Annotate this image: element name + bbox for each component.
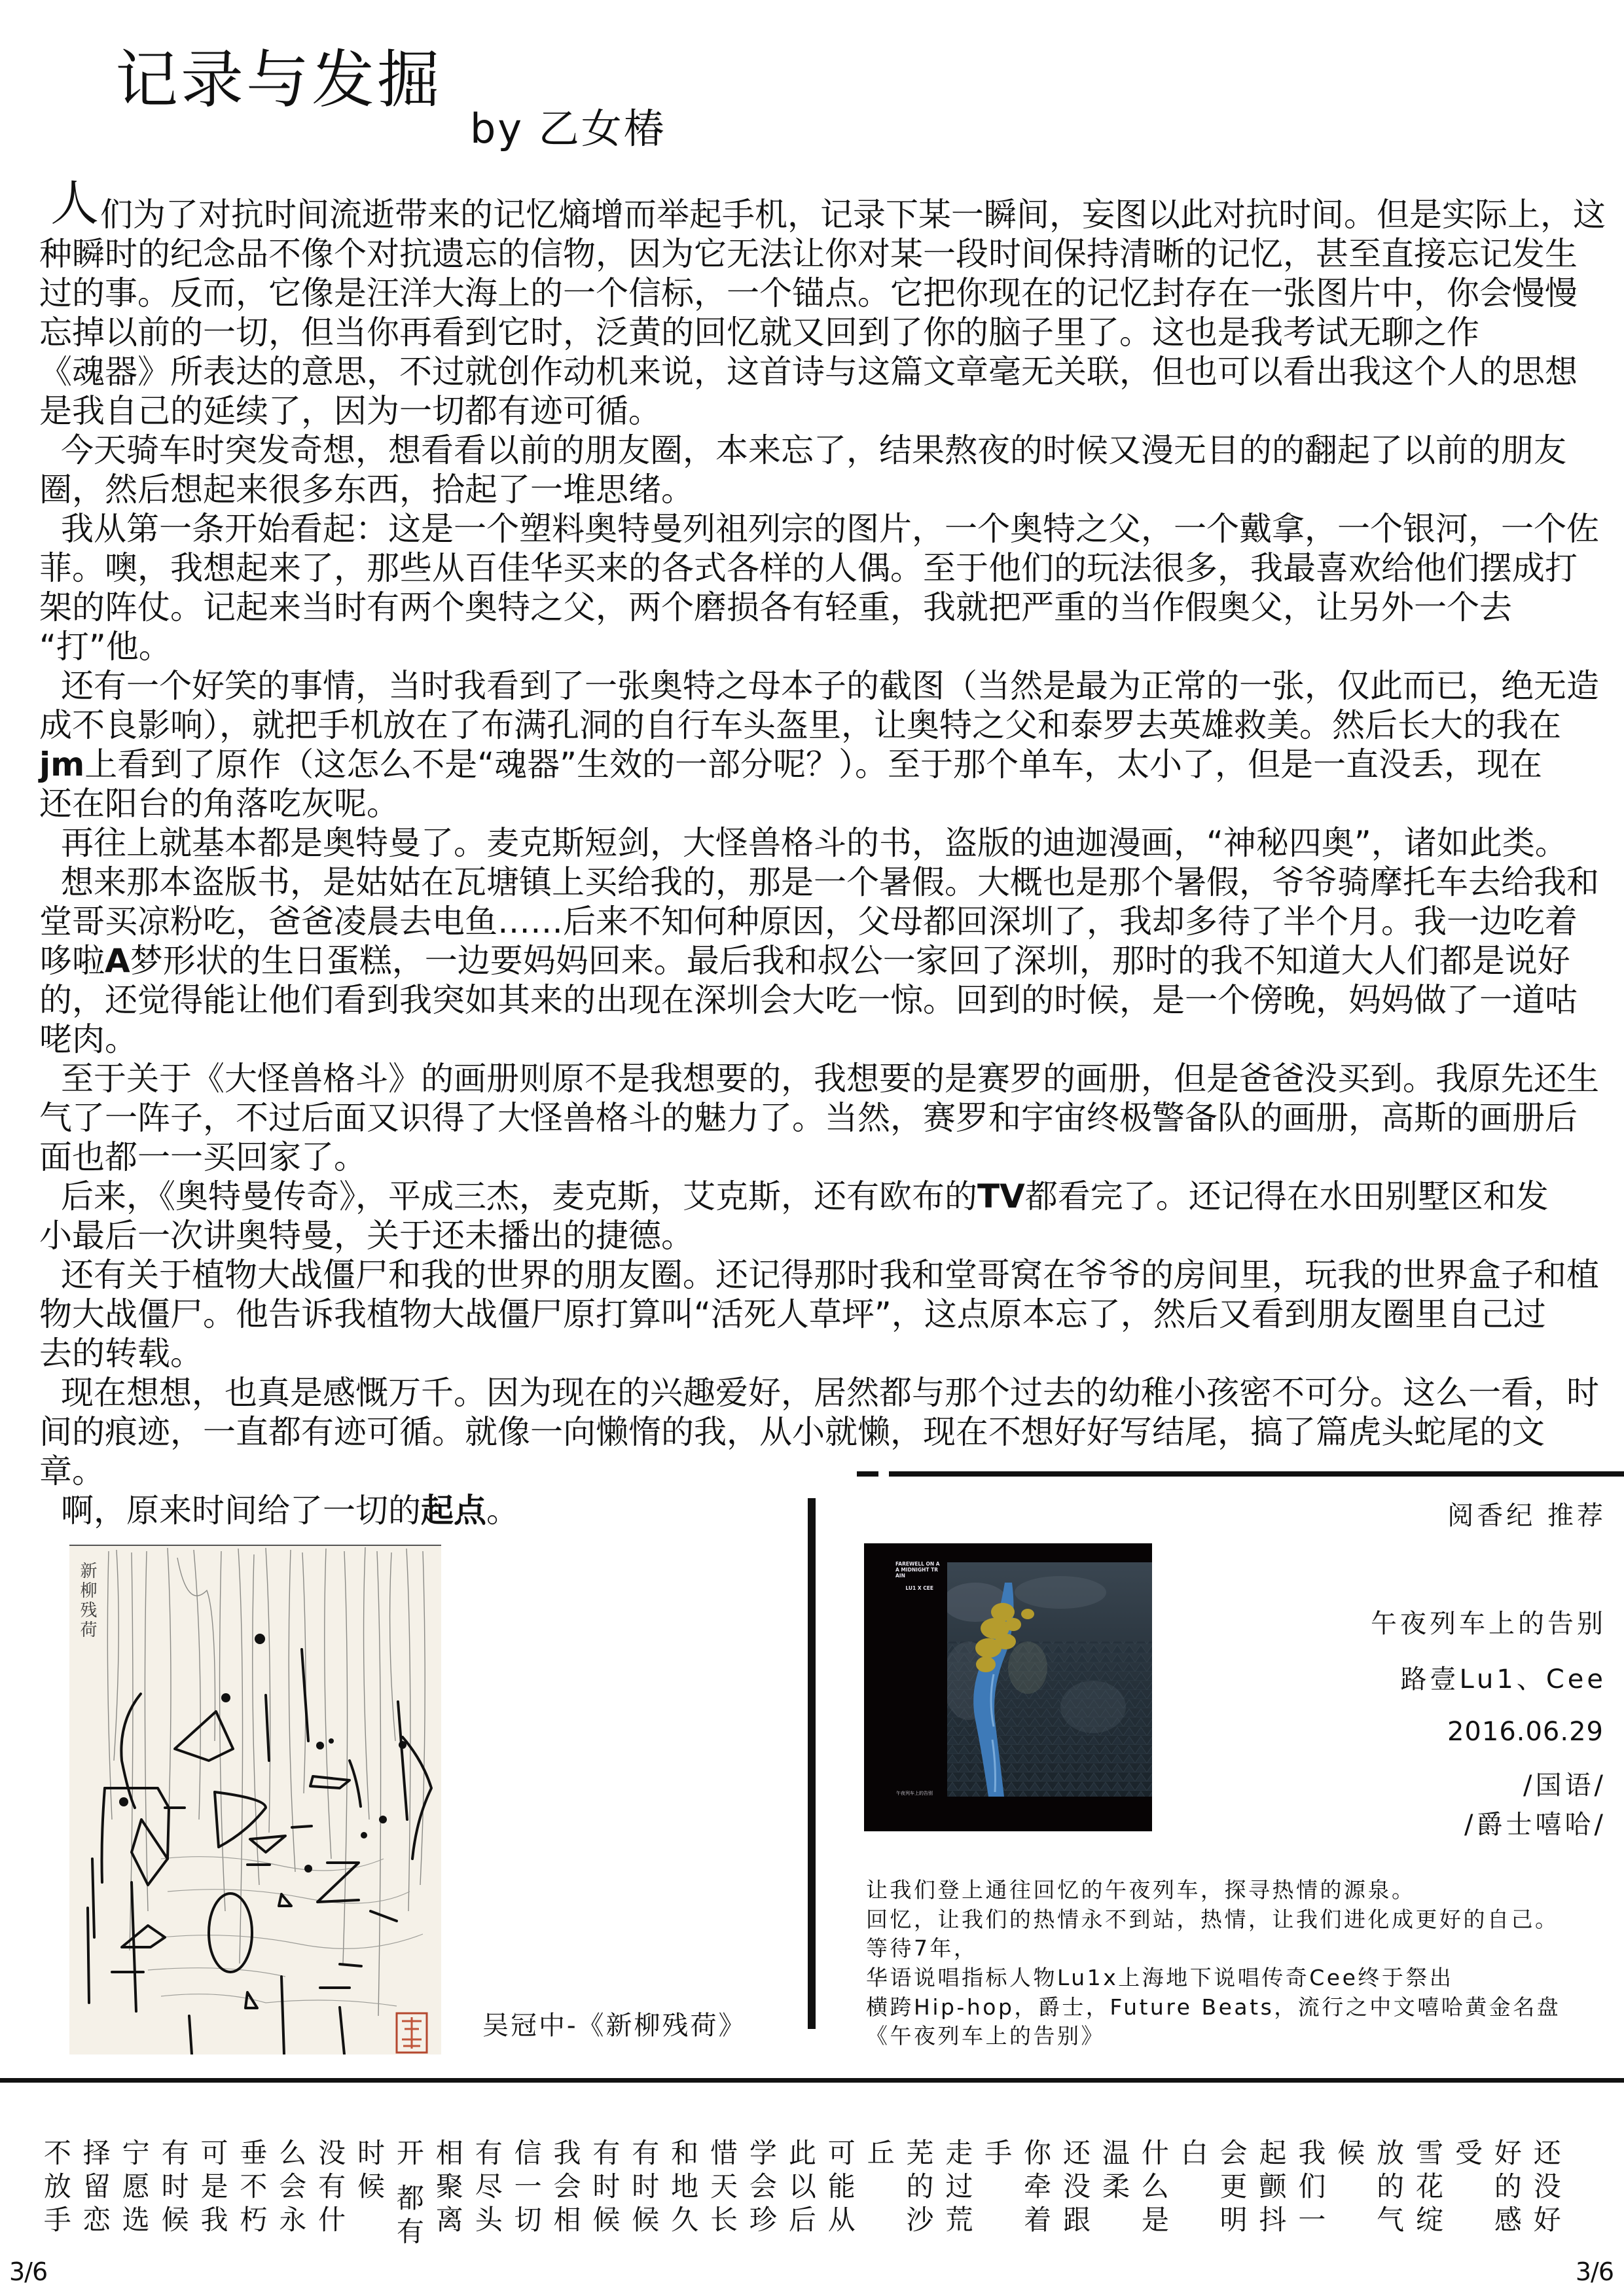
text-line: 物大战僵尸。他告诉我植物大战僵尸原打算叫“活死人草坪”，这点原本忘了，然后又看到朋友圈里自己过 [39, 1295, 1546, 1333]
text-segment: 啊，原来时间给了一切的 [61, 1492, 421, 1530]
text-line: 还在阳台的角落吃灰呢。 [39, 785, 399, 823]
text-line: 至于关于《大怪兽格斗》的画册则原不是我想要的，我想要的是赛罗的画册，但是爸爸没买到。我原先还生 [61, 1060, 1599, 1098]
cover-artists: LU1 X CEE [905, 1585, 933, 1591]
text-line: 成不良影响），就把手机放在了布满孔洞的自行车头盔里，让奥特之父和泰罗去英雄救美。然后长大的我在 [39, 706, 1561, 744]
text-line: 去的转载。 [39, 1335, 203, 1372]
lyric-column: 走过荒 [941, 2138, 974, 2238]
text-segment: 梦形状的生日蛋糕，一边要妈妈回来。最后我和叔公一家回了深圳，那时的我不知道大人们都是说好 [130, 942, 1570, 980]
lyric-column: 垂不朽 [236, 2138, 268, 2238]
lyric-column: 还没好 [1529, 2138, 1562, 2238]
page-number-right: 3/6 [1575, 2257, 1614, 2286]
text-line [39, 941, 1624, 980]
text-segment: 哆啦 [39, 942, 105, 980]
text-line: 圈，然后想起来很多东西，拾起了一堆思绪。 [39, 471, 694, 509]
album-description [866, 1876, 1561, 2051]
lyric-char: 都 [392, 2183, 425, 2217]
lyric-column: 信一切 [510, 2138, 543, 2238]
album-genre-tag: /爵士嘻哈/ [1464, 1810, 1606, 1840]
lyric-column: 你牵着 [1020, 2138, 1053, 2238]
author-byline: by 乙女椿 [470, 105, 666, 152]
text-line: 《魂器》所表达的意思，不过就创作动机来说，这首诗与这篇文章毫无关联，但也可以看出我这个人的思想 [39, 353, 1578, 391]
album-cover [864, 1543, 1152, 1831]
text-line: 种瞬时的纪念品不像个对抗遗忘的信物，因为它无法让你对某一段时间保持清晰的记忆，甚至直接忘记发生 [39, 235, 1578, 273]
lyric-column: 雪花绽 [1412, 2138, 1445, 2238]
recommendation-header: 阅香纪 推荐 [1447, 1501, 1606, 1531]
text-line: 再往上就基本都是奥特曼了。麦克斯短剑，大怪兽格斗的书，盗版的迪迦漫画，“神秘四奥”，诸如此类。 [61, 824, 1568, 862]
lyric-column: 学会珍 [745, 2138, 778, 2238]
rule-dash [857, 1471, 878, 1477]
text-segment: 后来，《奥特曼传奇》，平成三杰，麦克斯，艾克斯，还有欧布的 [61, 1177, 977, 1215]
drop-cap: 人 [50, 175, 99, 232]
description-line: 回忆，让我们的热情永不到站，热情，让我们进化成更好的自己。 [866, 1906, 1559, 1932]
album-release-date: 2016.06.29 [1447, 1717, 1604, 1747]
text-line: 今天骑车时突发奇想，想看看以前的朋友圈，本来忘了，结果熬夜的时候又漫无目的的翻起了以前的朋友 [61, 431, 1566, 469]
description-line: 华语说唱指标人物Lu1x上海地下说唱传奇Cee终于祭出 [866, 1965, 1454, 1991]
text-segment: 。 [486, 1492, 519, 1530]
text-line: 我从第一条开始看起：这是一个塑料奥特曼列祖列宗的图片，一个奥特之父，一个戴拿，一个银河，一个佐 [61, 510, 1599, 548]
text-line: 的，还觉得能让他们看到我突如其来的出现在深圳会大吃一惊。回到的时候，是一个傍晚，妈妈做了一道咕 [39, 981, 1578, 1019]
album-title: 午夜列车上的告别 [1371, 1609, 1606, 1639]
lyric-column: 受 [1451, 2138, 1483, 2172]
lyric-column: 我会相 [549, 2138, 582, 2238]
lyric-column: 手 [981, 2138, 1013, 2172]
rule-line [889, 1471, 1624, 1477]
text-line [39, 1177, 1624, 1216]
description-line: 让我们登上通往回忆的午夜列车，探寻热情的源泉。 [866, 1877, 1416, 1903]
cover-title-line: FAREWELL ON A [895, 1561, 940, 1567]
lyric-column: 丘 [863, 2138, 895, 2172]
lyric-char: 开 [392, 2138, 425, 2172]
lyric-column: 宁愿选 [118, 2138, 151, 2238]
lyric-column: 可能从 [823, 2138, 856, 2238]
lyric-column: 候 [1333, 2138, 1366, 2172]
cover-title-line: A MIDNIGHT TR [895, 1567, 939, 1573]
text-line: 们为了对抗时间流逝带来的记忆熵增而举起手机，记录下某一瞬间，妄图以此对抗时间。但是实际上，这 [100, 196, 1606, 234]
bold-text: TV [977, 1177, 1025, 1215]
text-line: 章。 [39, 1452, 105, 1490]
text-line: 现在想想，也真是感慨万千。因为现在的兴趣爱好，居然都与那个过去的幼稚小孩密不可分。这么一看，时 [61, 1374, 1599, 1412]
lyric-column: 温柔 [1098, 2138, 1130, 2205]
bold-text: jm [39, 745, 85, 783]
lyric-column: 么会永 [275, 2138, 308, 2238]
article-title: 记录与发掘 [115, 43, 442, 117]
painting-caption: 吴冠中-《新柳残荷》 [482, 2011, 747, 2041]
text-line: 堂哥买凉粉吃，爸爸凌晨去电鱼……后来不知何种原因，父母都回深圳了，我却多待了半个月。我一边吃着 [39, 903, 1578, 941]
vertical-lyrics [36, 2138, 1566, 2263]
text-line: 小最后一次讲奥特曼，关于还未播出的捷德。 [39, 1217, 694, 1255]
lyric-column: 时候 [353, 2138, 386, 2205]
text-line [39, 745, 1624, 784]
lyric-column: 择留恋 [79, 2138, 111, 2238]
text-line: 菲。噢，我想起来了，那些从百佳华买来的各式各样的人偶。至于他们的玩法很多，我最喜欢给他们摆成打 [39, 549, 1578, 587]
article-body [39, 175, 1624, 1530]
cover-title-en [895, 1561, 940, 1579]
text-line: “打”他。 [39, 628, 171, 666]
text-line: 忘掉以前的一切，但当你再看到它时，泛黄的回忆就又回到了你的脑子里了。这也是我考试无聊之作 [39, 314, 1479, 351]
lyric-column: 此以后 [784, 2138, 817, 2238]
text-line: 间的痕迹，一直都有迹可循。就像一向懒惰的我，从小就懒，现在不想好好写结尾，搞了篇虎头蛇尾的文 [39, 1413, 1545, 1451]
closing-line [39, 1491, 1624, 1530]
painting-graphic [69, 1545, 441, 2054]
lyric-column: 什么是 [1137, 2138, 1170, 2238]
lyric-char: 有 [392, 2217, 425, 2250]
lyric-column: 可是我 [196, 2138, 229, 2238]
lyric-column: 好的感 [1490, 2138, 1523, 2238]
painting-image [69, 1545, 441, 2054]
lyric-column: 有时候 [157, 2138, 190, 2238]
lyric-column: 我们一 [1294, 2138, 1327, 2238]
description-line: 横跨Hip-hop，爵士，Future Beats，流行之中文嘻哈黄金名盘 [866, 1994, 1561, 2020]
lyric-column: 会更明 [1216, 2138, 1248, 2238]
text-line: 想来那本盗版书，是姑姑在瓦塘镇上买给我的，那是一个暑假。大概也是那个暑假，爷爷骑摩托车去给我和 [61, 863, 1599, 901]
text-segment: 都看完了。还记得在水田别墅区和发 [1024, 1177, 1549, 1215]
page-number-left: 3/6 [9, 2257, 48, 2286]
lyric-column: 白 [1176, 2138, 1209, 2172]
text-line: 气了一阵子，不过后面又识得了大怪兽格斗的魅力了。当然，赛罗和宇宙终极警备队的画册，高斯的画册后 [39, 1099, 1578, 1137]
lyric-column: 有尽头 [471, 2138, 503, 2238]
cover-title-cn: 午夜列车上的告别 [896, 1791, 933, 1796]
text-line: 面也都一一买回家了。 [39, 1138, 367, 1176]
text-line: 咾肉。 [39, 1020, 137, 1058]
lyric-column: 放的气 [1373, 2138, 1405, 2238]
lyric-column: 有时候 [588, 2138, 621, 2238]
bold-text: A [105, 942, 130, 980]
description-line: 等待7年， [866, 1935, 978, 1962]
lyric-column: 相聚离 [431, 2138, 464, 2238]
text-line: 架的阵仗。记起来当时有两个奥特之父，两个磨损各有轻重，我就把严重的当作假奥父，让另外一个去 [39, 588, 1512, 626]
text-line: 还有关于植物大战僵尸和我的世界的朋友圈。还记得那时我和堂哥窝在爷爷的房间里，玩我的世界盒子和植 [61, 1256, 1599, 1294]
bold-text: 起点 [421, 1492, 486, 1530]
album-language-tag: /国语/ [1523, 1770, 1606, 1801]
description-line: 《午夜列车上的告别》 [866, 2023, 1105, 2049]
lyric-column: 惜天长 [706, 2138, 739, 2238]
lyric-column: 没有什 [314, 2138, 347, 2238]
lyric-column: 起颤抖 [1255, 2138, 1288, 2238]
painting-inscription: 新柳残荷 [77, 1562, 97, 1640]
lyric-column: 有时候 [628, 2138, 660, 2238]
lyric-column: 不放手 [39, 2138, 72, 2238]
lyric-column: 还没跟 [1059, 2138, 1092, 2238]
lyric-column: 芜的沙 [902, 2138, 935, 2238]
text-line: 还有一个好笑的事情，当时我看到了一张奥特之母本子的截图（当然是最为正常的一张，仅此而已，绝无造 [61, 667, 1599, 705]
footer-divider [0, 2078, 1624, 2083]
lyric-column: 和地久 [667, 2138, 700, 2238]
cover-title-line: AIN [895, 1573, 905, 1579]
text-segment: 上看到了原作（这怎么不是“魂器”生效的一部分呢？）。至于那个单车，太小了，但是一直没丢，现在 [84, 745, 1543, 783]
text-line: 过的事。反而，它像是汪洋大海上的一个信标，一个锚点。它把你现在的记忆封存在一张图片中，你会慢慢 [39, 274, 1578, 312]
album-artists: 路壹Lu1、Cee [1400, 1664, 1606, 1695]
lyric-column [389, 2138, 428, 2263]
text-line: 是我自己的延续了，因为一切都有迹可循。 [39, 392, 661, 430]
recommendation-side-bar [808, 1498, 816, 2029]
